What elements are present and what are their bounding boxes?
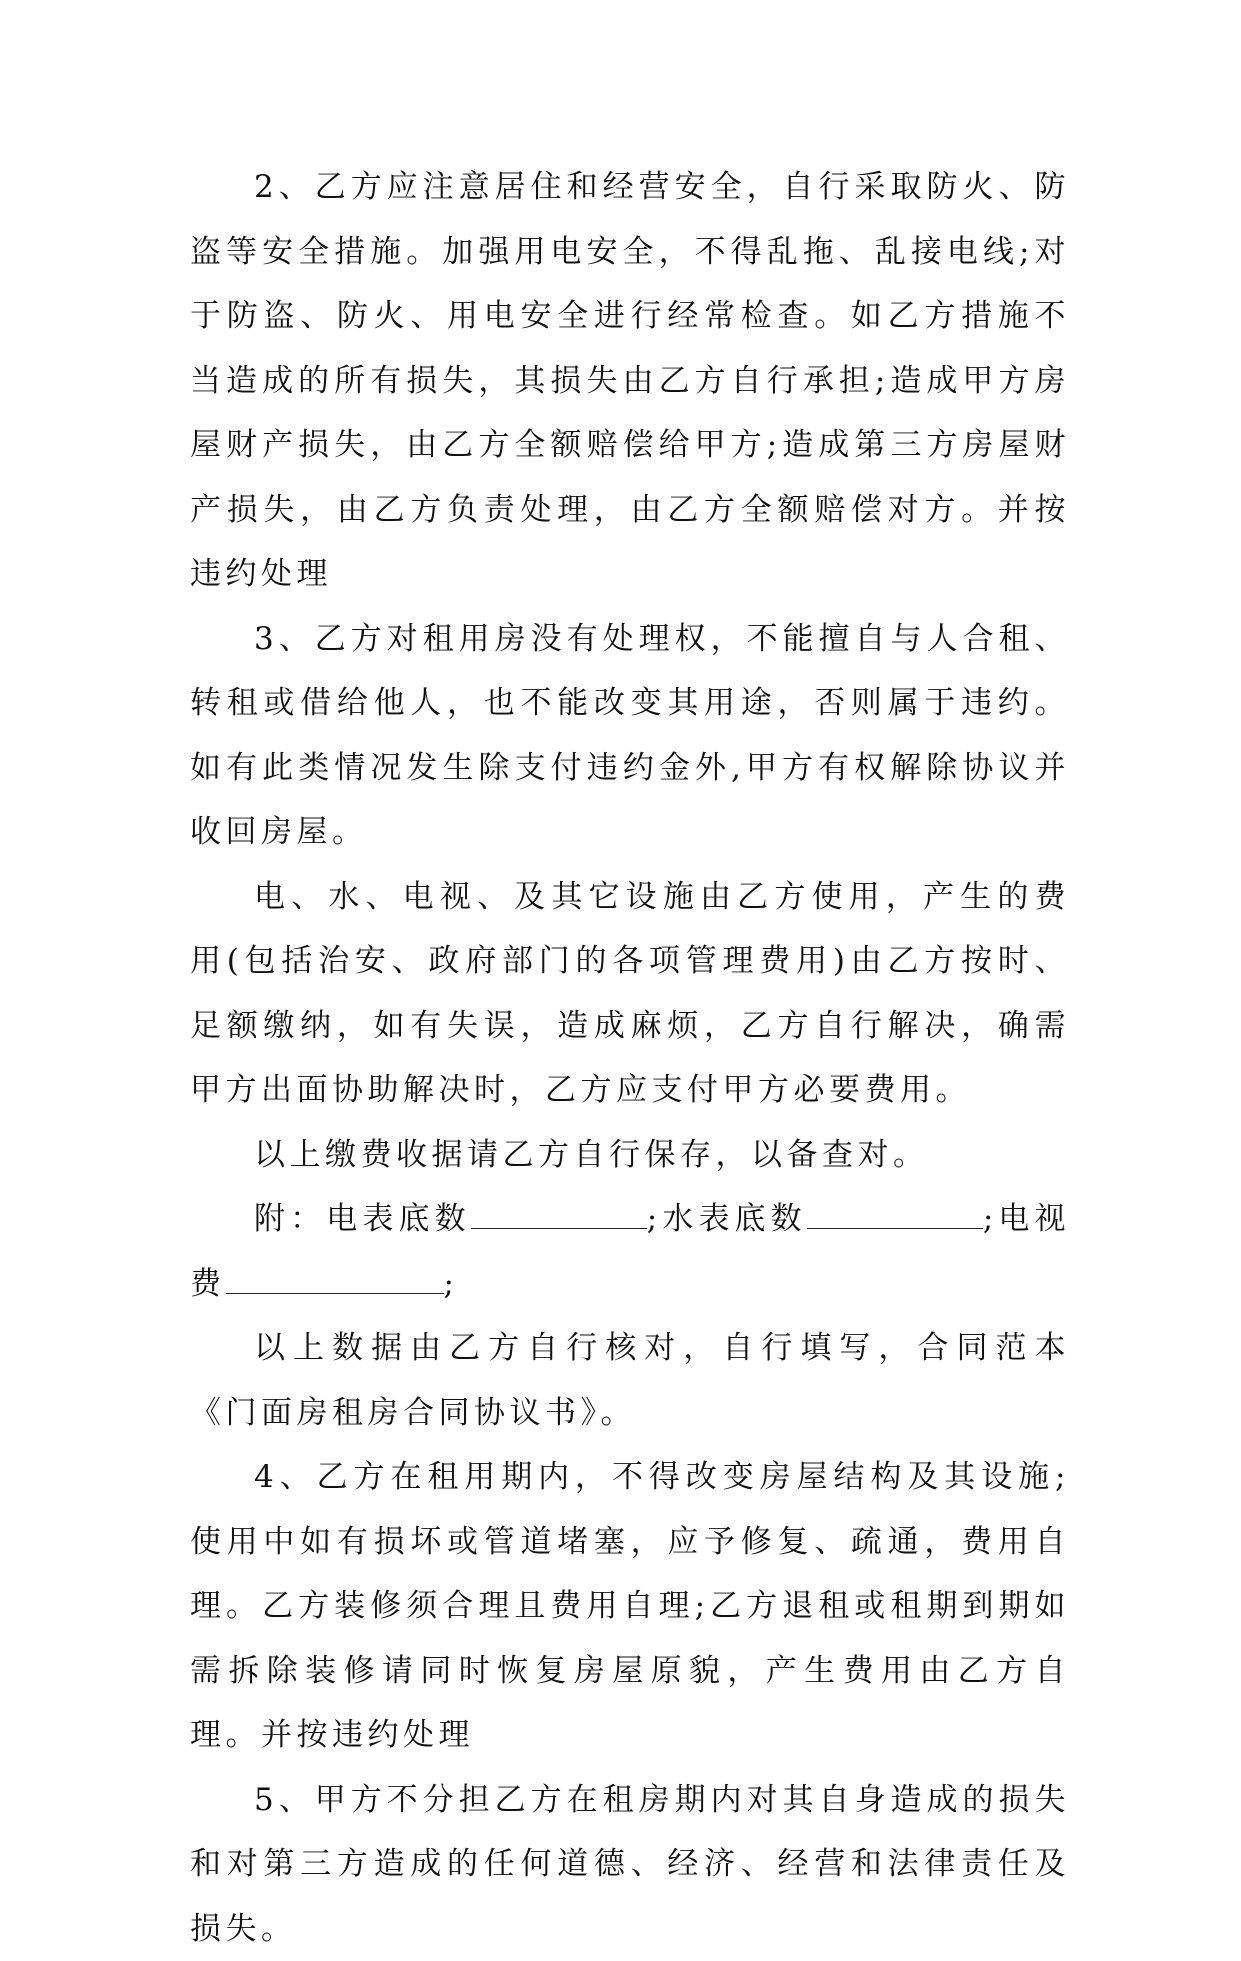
meter-electric-label: 附：电表底数 bbox=[254, 1201, 471, 1237]
clause-5: 5、甲方不分担乙方在租房期内对其自身造成的损失和对第三方造成的任何道德、经济、经营和法律责任及损失。 bbox=[190, 1768, 1070, 1961]
document-page bbox=[190, 155, 1070, 1961]
clause-3: 3、乙方对租用房没有处理权，不能擅自与人合租、转租或借给他人，也不能改变其用途，否则属于违约。如有此类情况发生除支付违约金外,甲方有权解除协议并收回房屋。 bbox=[190, 607, 1070, 865]
verify-note: 以上数据由乙方自行核对，自行填写，合同范本《门面房租房合同协议书》。 bbox=[190, 1316, 1070, 1445]
tv-fee-blank[interactable] bbox=[226, 1265, 444, 1294]
meter-end: ; bbox=[444, 1266, 459, 1302]
clause-4: 4、乙方在租用期内，不得改变房屋结构及其设施;使用中如有损坏或管道堵塞，应予修复、疏通，费用自理。乙方装修须合理且费用自理;乙方退租或租期到期如需拆除装修请同时恢复房屋原貌，产生费用由乙方自理。并按违约处理 bbox=[190, 1445, 1070, 1768]
electric-meter-blank[interactable] bbox=[471, 1200, 647, 1229]
clause-2: 2、乙方应注意居住和经营安全，自行采取防火、防盗等安全措施。加强用电安全，不得乱拖、乱接电线;对于防盗、防火、用电安全进行经常检查。如乙方措施不当造成的所有损失，其损失由乙方自行承担;造成甲方房屋财产损失，由乙方全额赔偿给甲方;造成第三方房屋财产损失，由乙方负责处理，由乙方全额赔偿对方。并按违约处理 bbox=[190, 155, 1070, 607]
receipts-note: 以上缴费收据请乙方自行保存，以备查对。 bbox=[190, 1123, 1070, 1188]
utilities-clause: 电、水、电视、及其它设施由乙方使用，产生的费用(包括治安、政府部门的各项管理费用)由乙方按时、足额缴纳，如有失误，造成麻烦，乙方自行解决，确需甲方出面协助解决时，乙方应支付甲方必要费用。 bbox=[190, 865, 1070, 1123]
tv-fee-label: ;电视费 bbox=[190, 1201, 1070, 1302]
meter-water-label: ;水表底数 bbox=[647, 1201, 807, 1237]
water-meter-blank[interactable] bbox=[807, 1200, 983, 1229]
meter-readings bbox=[190, 1187, 1070, 1316]
